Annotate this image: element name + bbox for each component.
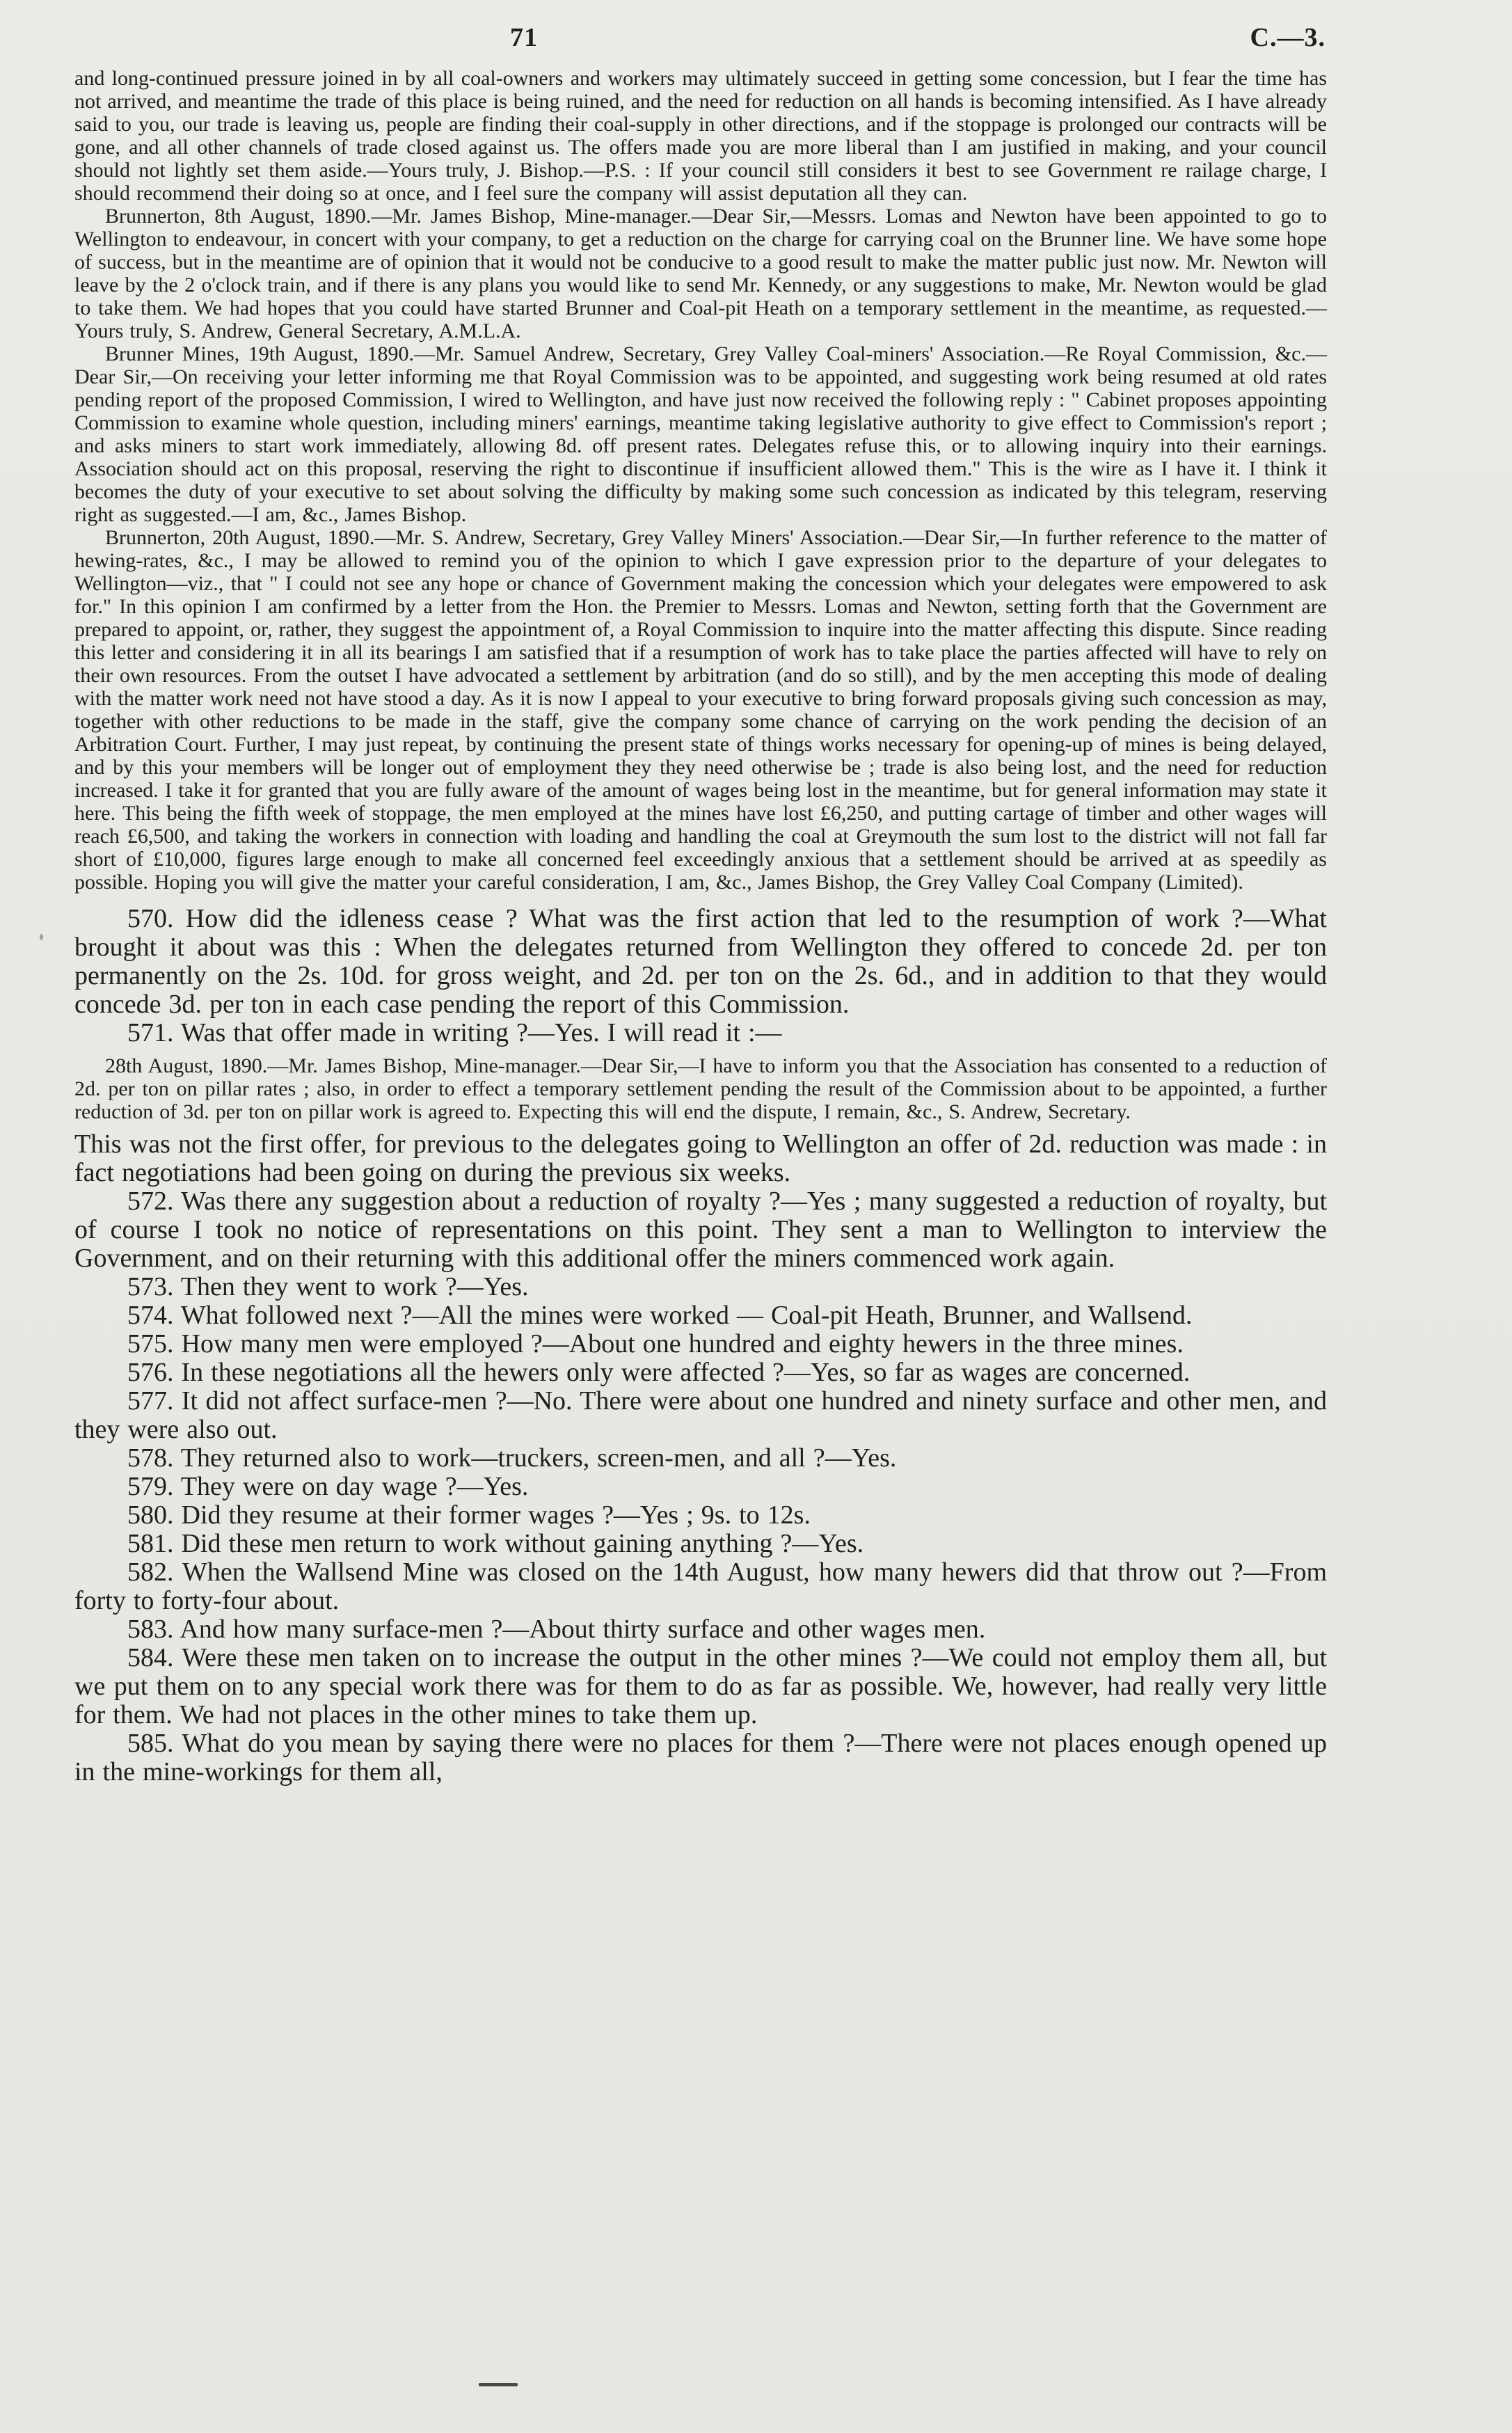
answer-571-continuation: This was not the first offer, for previous to the delegates going to Wellington an offer of 2d. reduction was made : in fact negotiations had been going on during the previous six weeks.: [74, 1130, 1327, 1187]
question-579: 579. They were on day wage ?—Yes.: [127, 1472, 529, 1501]
question-575: 575. How many men were employed ?—About one hundred and eighty hewers in the three mines.: [127, 1329, 1184, 1358]
question-585: 585. What do you mean by saying there were no places for them ?—There were not places enough opened up in the mine-workings for them all,: [74, 1729, 1327, 1786]
page-number: 71: [510, 23, 538, 52]
letter-continuation-paragraph: and long-continued pressure joined in by all coal-owners and workers may ultimately succeed in getting some concession, but I fear the time has not arrived, and meantime the trade of this place is being ruined, and the need for reduction on all hands is becoming intensified. As I have already said to you, our trade is leaving us, people are finding their coal-supply in other directions, and if the stoppage is prolonged our contracts will be gone, and all other channels of trade closed against us. The offers made you are more liberal than I am justified in making, and your council should not lightly set them aside.—Yours truly, J. Bishop.—P.S. : If your council still considers it best to see Government re railage charge, I should recommend their doing so at once, and I feel sure the company will assist deputation all they can.: [74, 67, 1327, 205]
question-571: 571. Was that offer made in writing ?—Yes. I will read it :—: [127, 1018, 782, 1047]
question-581: 581. Did these men return to work without gaining anything ?—Yes.: [127, 1529, 864, 1558]
question-583: 583. And how many surface-men ?—About thirty surface and other wages men.: [127, 1615, 986, 1644]
question-577: 577. It did not affect surface-men ?—No. There were about one hundred and ninety surface and other men, and they were also out.: [74, 1386, 1327, 1444]
letter-brunner-mines-19-august: Brunner Mines, 19th August, 1890.—Mr. Samuel Andrew, Secretary, Grey Valley Coal-miners' Association.—Re Royal Commission, &c.—Dear Sir,—On receiving your letter informing me that Royal Commission was to be appointed, and suggesting work being resumed at old rates pending report of the proposed Commission, I wired to Wellington, and have just now received the following reply : " Cabinet proposes appointing Commission to examine whole question, including miners' earnings, meantime taking legislative authority to give effect to Commission's report ; and asks miners to start work immediately, allowing 8d. off present rates. Delegates refuse this, or to allowing inquiry into their earnings. Association should act on this proposal, reserving the right to discontinue if insufficient allowed them." This is the wire as I have it. I think it becomes the duty of your executive to set about solving the difficulty by making some such concession as indicated by this telegram, reserving right as suggested.—I am, &c., James Bishop.: [74, 342, 1327, 526]
question-580: 580. Did they resume at their former wages ?—Yes ; 9s. to 12s.: [127, 1500, 811, 1530]
scan-artifact-speck: [40, 934, 43, 940]
letter-brunnerton-20-august: Brunnerton, 20th August, 1890.—Mr. S. Andrew, Secretary, Grey Valley Miners' Association.—Dear Sir,—In further reference to the matter of hewing-rates, &c., I may be allowed to remind you of the opinion to which I gave expression prior to the departure of your delegates to Wellington—viz., that " I could not see any hope or chance of Government making the concession which your delegates were empowered to ask for." In this opinion I am confirmed by a letter from the Hon. the Premier to Messrs. Lomas and Newton, setting forth that the Government are prepared to appoint, or, rather, they suggest the appointment of, a Royal Commission to inquire into the matter affecting this dispute. Since reading this letter and considering it in all its bearings I am satisfied that if a resumption of work has to take place the parties affected will have to rely on their own resources. From the outset I have advocated a settlement by arbitration (and do so still), and by the men accepting this mode of dealing with the matter work need not have stood a day. As it is now I appeal to your executive to bring forward proposals giving such concession as may, together with other reductions to be made in the staff, give the company some chance of carrying on the work pending the decision of an Arbitration Court. Further, I may just repeat, by continuing the present state of things works necessary for opening-up of mines is being delayed, and by this your members will be longer out of employment they they need otherwise be ; trade is also being lost, and the need for reduction increased. I take it for granted that you are fully aware of the amount of wages being lost in the meantime, but for general information may state it here. This being the fifth week of stoppage, the men employed at the mines have lost £6,250, and putting cartage of timber and other wages will reach £6,500, and taking the workers in connection with loading and handling the coal at Greymouth the sum lost to the district will not fall far short of £10,000, figures large enough to make all concerned feel exceedingly anxious that a settlement should be arrived at as speedily as possible. Hoping you will give the matter your careful consideration, I am, &c., James Bishop, the Grey Valley Coal Company (Limited).: [74, 526, 1327, 894]
question-578: 578. They returned also to work—truckers, screen-men, and all ?—Yes.: [127, 1443, 897, 1473]
question-582: 582. When the Wallsend Mine was closed on the 14th August, how many hewers did that throw out ?—From forty to forty-four about.: [74, 1558, 1327, 1615]
question-584: 584. Were these men taken on to increase the output in the other mines ?—We could not employ them all, but we put them on to any special work there was for them to do as far as possible. We, however, had really very little for them. We had not places in the other mines to take them up.: [74, 1643, 1327, 1729]
page-header: [0, 22, 1512, 64]
document-reference: C.—3.: [1250, 23, 1326, 52]
question-574: 574. What followed next ?—All the mines were worked — Coal-pit Heath, Brunner, and Wallsend.: [127, 1301, 1193, 1330]
question-573: 573. Then they went to work ?—Yes.: [127, 1272, 529, 1301]
question-576: 576. In these negotiations all the hewers only were affected ?—Yes, so far as wages are concerned.: [127, 1358, 1191, 1387]
page-content: [74, 67, 1327, 1786]
testimony-section: [74, 905, 1327, 1786]
question-570: 570. How did the idleness cease ? What was the first action that led to the resumption of work ?—What brought it about was this : When the delegates returned from Wellington they offered to concede 2d. per ton permanently on the 2s. 10d. for gross weight, and 2d. per ton on the 2s. 6d., and in addition to that they would concede 3d. per ton in each case pending the report of this Commission.: [74, 904, 1327, 1019]
question-572: 572. Was there any suggestion about a reduction of royalty ?—Yes ; many suggested a reduction of royalty, but of course I took no notice of representations on this point. They sent a man to Wellington to interview the Government, and on their returning with this additional offer the miners commenced work again.: [74, 1187, 1327, 1273]
scan-artifact-dash: [479, 2383, 518, 2386]
letter-brunnerton-8-august: Brunnerton, 8th August, 1890.—Mr. James Bishop, Mine-manager.—Dear Sir,—Messrs. Lomas and Newton have been appointed to go to Wellington to endeavour, in concert with your company, to get a reduction on the charge for carrying coal on the Brunner line. We have some hope of success, but in the meantime are of opinion that it would not be conducive to a good result to make the matter public just now. Mr. Newton will leave by the 2 o'clock train, and if there is any plans you would like to send Mr. Kennedy, or any suggestions to make, Mr. Newton would be glad to take them. We had hopes that you could have started Brunner and Coal-pit Heath on a temporary settlement in the meantime, as requested.—Yours truly, S. Andrew, General Secretary, A.M.L.A.: [74, 205, 1327, 342]
quoted-letter-28-august: 28th August, 1890.—Mr. James Bishop, Mine-manager.—Dear Sir,—I have to inform you that the Association has consented to a reduction of 2d. per ton on pillar rates ; also, in order to effect a temporary settlement pending the result of the Commission about to be appointed, a further reduction of 3d. per ton on pillar work is agreed to. Expecting this will end the dispute, I remain, &c., S. Andrew, Secretary.: [74, 1054, 1327, 1123]
